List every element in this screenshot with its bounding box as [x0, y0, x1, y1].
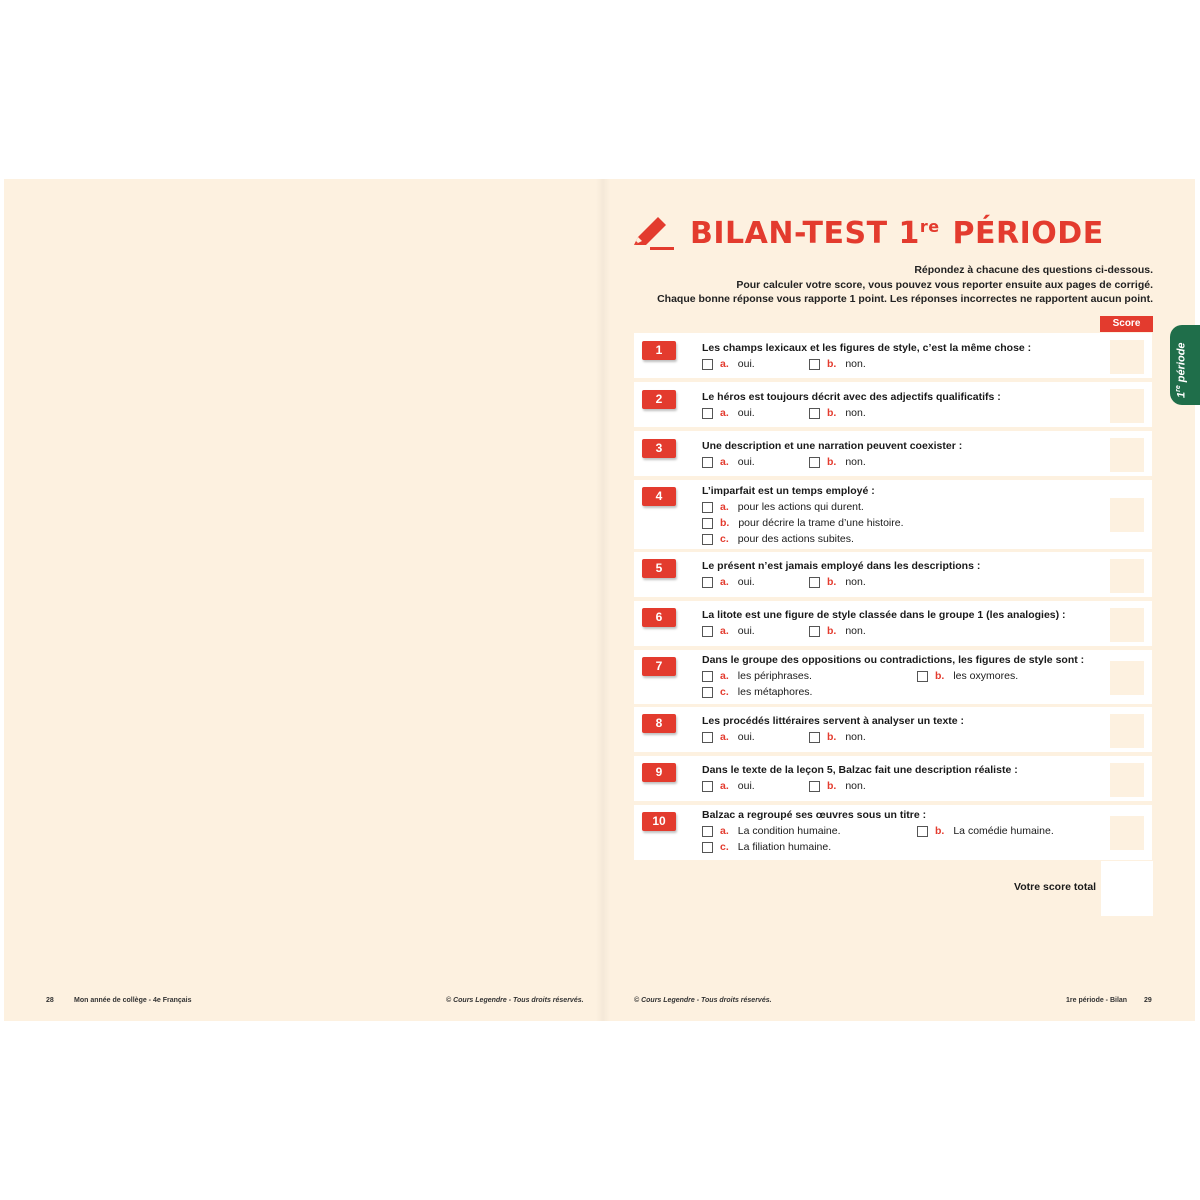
score-box[interactable] [1110, 816, 1144, 850]
question-number: 2 [642, 390, 676, 409]
answer-option-c[interactable]: c. pour des actions subites. [702, 533, 854, 545]
checkbox[interactable] [809, 732, 820, 743]
question-text: Une description et une narration peuvent coexister : [702, 440, 963, 452]
answer-option-b[interactable]: b. non. [809, 358, 866, 370]
question-number: 1 [642, 341, 676, 360]
answer-option-a[interactable]: a. oui. [702, 358, 755, 370]
left-page-number: 28 [46, 997, 54, 1004]
question-row [634, 431, 1152, 476]
checkbox[interactable] [702, 534, 713, 545]
answer-option-a[interactable]: a. pour les actions qui durent. [702, 501, 864, 513]
checkbox[interactable] [702, 577, 713, 588]
pencil-icon [632, 213, 676, 253]
question-row [634, 601, 1152, 646]
score-box[interactable] [1110, 438, 1144, 472]
checkbox[interactable] [702, 502, 713, 513]
answer-option-a[interactable]: a. oui. [702, 731, 755, 743]
score-box[interactable] [1110, 763, 1144, 797]
answer-option-a[interactable]: a. La condition humaine. [702, 825, 841, 837]
question-text: La litote est une figure de style classée dans le groupe 1 (les analogies) : [702, 609, 1066, 621]
question-number: 7 [642, 657, 676, 676]
question-row [634, 650, 1152, 704]
question-text: Balzac a regroupé ses œuvres sous un titre : [702, 809, 927, 821]
question-number: 6 [642, 608, 676, 627]
question-row [634, 333, 1152, 378]
checkbox[interactable] [917, 826, 928, 837]
question-row [634, 707, 1152, 752]
answer-option-a[interactable]: a. oui. [702, 576, 755, 588]
answer-option-c[interactable]: c. les métaphores. [702, 686, 812, 698]
checkbox[interactable] [702, 732, 713, 743]
instructions [593, 263, 1153, 307]
checkbox[interactable] [809, 408, 820, 419]
answer-option-a[interactable]: a. oui. [702, 407, 755, 419]
answer-option-c[interactable]: c. La filiation humaine. [702, 841, 831, 853]
answer-option-b[interactable]: b. pour décrire la trame d’une histoire. [702, 517, 904, 529]
question-text: L’imparfait est un temps employé : [702, 485, 875, 497]
question-number: 9 [642, 763, 676, 782]
score-box[interactable] [1110, 389, 1144, 423]
instruction-line: Pour calculer votre score, vous pouvez vous reporter ensuite aux pages de corrigé. [736, 278, 1153, 291]
question-number: 10 [642, 812, 676, 831]
answer-option-a[interactable]: a. oui. [702, 780, 755, 792]
checkbox[interactable] [702, 671, 713, 682]
answer-option-a[interactable]: a. oui. [702, 456, 755, 468]
left-footer-title: Mon année de collège - 4e Français [74, 997, 192, 1004]
checkbox[interactable] [809, 781, 820, 792]
checkbox[interactable] [702, 408, 713, 419]
question-row [634, 756, 1152, 801]
total-score-box[interactable] [1101, 861, 1153, 916]
question-text: Dans le groupe des oppositions ou contradictions, les figures de style sont : [702, 654, 1085, 666]
question-text: Les champs lexicaux et les figures de style, c’est la même chose : [702, 342, 1032, 354]
checkbox[interactable] [702, 359, 713, 370]
checkbox[interactable] [702, 626, 713, 637]
instruction-line: Répondez à chacune des questions ci-dessous. [914, 264, 1153, 276]
score-header: Score [1100, 316, 1153, 332]
answer-option-b[interactable]: b. non. [809, 731, 866, 743]
instruction-line: Chaque bonne réponse vous rapporte 1 point. Les réponses incorrectes ne rapportent aucun point. [657, 293, 1153, 305]
answer-option-b[interactable]: b. La comédie humaine. [917, 825, 1054, 837]
question-text: Le présent n’est jamais employé dans les descriptions : [702, 560, 981, 572]
answer-option-a[interactable]: a. oui. [702, 625, 755, 637]
answer-option-b[interactable]: b. non. [809, 456, 866, 468]
checkbox[interactable] [702, 457, 713, 468]
score-box[interactable] [1110, 498, 1144, 532]
answer-option-b[interactable]: b. non. [809, 625, 866, 637]
left-footer-copyright: © Cours Legendre - Tous droits réservés. [446, 997, 584, 1004]
period-tab-label: 1re période [1175, 342, 1188, 398]
question-number: 8 [642, 714, 676, 733]
right-footer-copyright: © Cours Legendre - Tous droits réservés. [634, 997, 772, 1004]
question-number: 5 [642, 559, 676, 578]
score-box[interactable] [1110, 340, 1144, 374]
checkbox[interactable] [917, 671, 928, 682]
answer-option-b[interactable]: b. non. [809, 576, 866, 588]
checkbox[interactable] [809, 359, 820, 370]
title-text: BILAN-TEST 1re PÉRIODE [690, 215, 1104, 251]
question-number: 3 [642, 439, 676, 458]
checkbox[interactable] [702, 687, 713, 698]
question-row [634, 382, 1152, 427]
right-page-number: 29 [1144, 997, 1152, 1004]
answer-option-a[interactable]: a. les périphrases. [702, 670, 812, 682]
question-row [634, 480, 1152, 549]
answer-option-b[interactable]: b. les oxymores. [917, 670, 1018, 682]
page-title [632, 211, 1104, 255]
total-score-label: Votre score total [1014, 881, 1097, 893]
question-text: Le héros est toujours décrit avec des adjectifs qualificatifs : [702, 391, 1001, 403]
checkbox[interactable] [702, 518, 713, 529]
score-box[interactable] [1110, 714, 1144, 748]
checkbox[interactable] [702, 826, 713, 837]
question-row [634, 552, 1152, 597]
score-box[interactable] [1110, 608, 1144, 642]
right-footer-title: 1re période - Bilan [1066, 997, 1128, 1004]
question-row [634, 805, 1152, 860]
checkbox[interactable] [702, 842, 713, 853]
score-box[interactable] [1110, 559, 1144, 593]
answer-option-b[interactable]: b. non. [809, 407, 866, 419]
question-number: 4 [642, 487, 676, 506]
answer-option-b[interactable]: b. non. [809, 780, 866, 792]
score-box[interactable] [1110, 661, 1144, 695]
question-text: Les procédés littéraires servent à analyser un texte : [702, 715, 965, 727]
checkbox[interactable] [809, 577, 820, 588]
checkbox[interactable] [809, 457, 820, 468]
checkbox[interactable] [702, 781, 713, 792]
checkbox[interactable] [809, 626, 820, 637]
question-text: Dans le texte de la leçon 5, Balzac fait une description réaliste : [702, 764, 1018, 776]
